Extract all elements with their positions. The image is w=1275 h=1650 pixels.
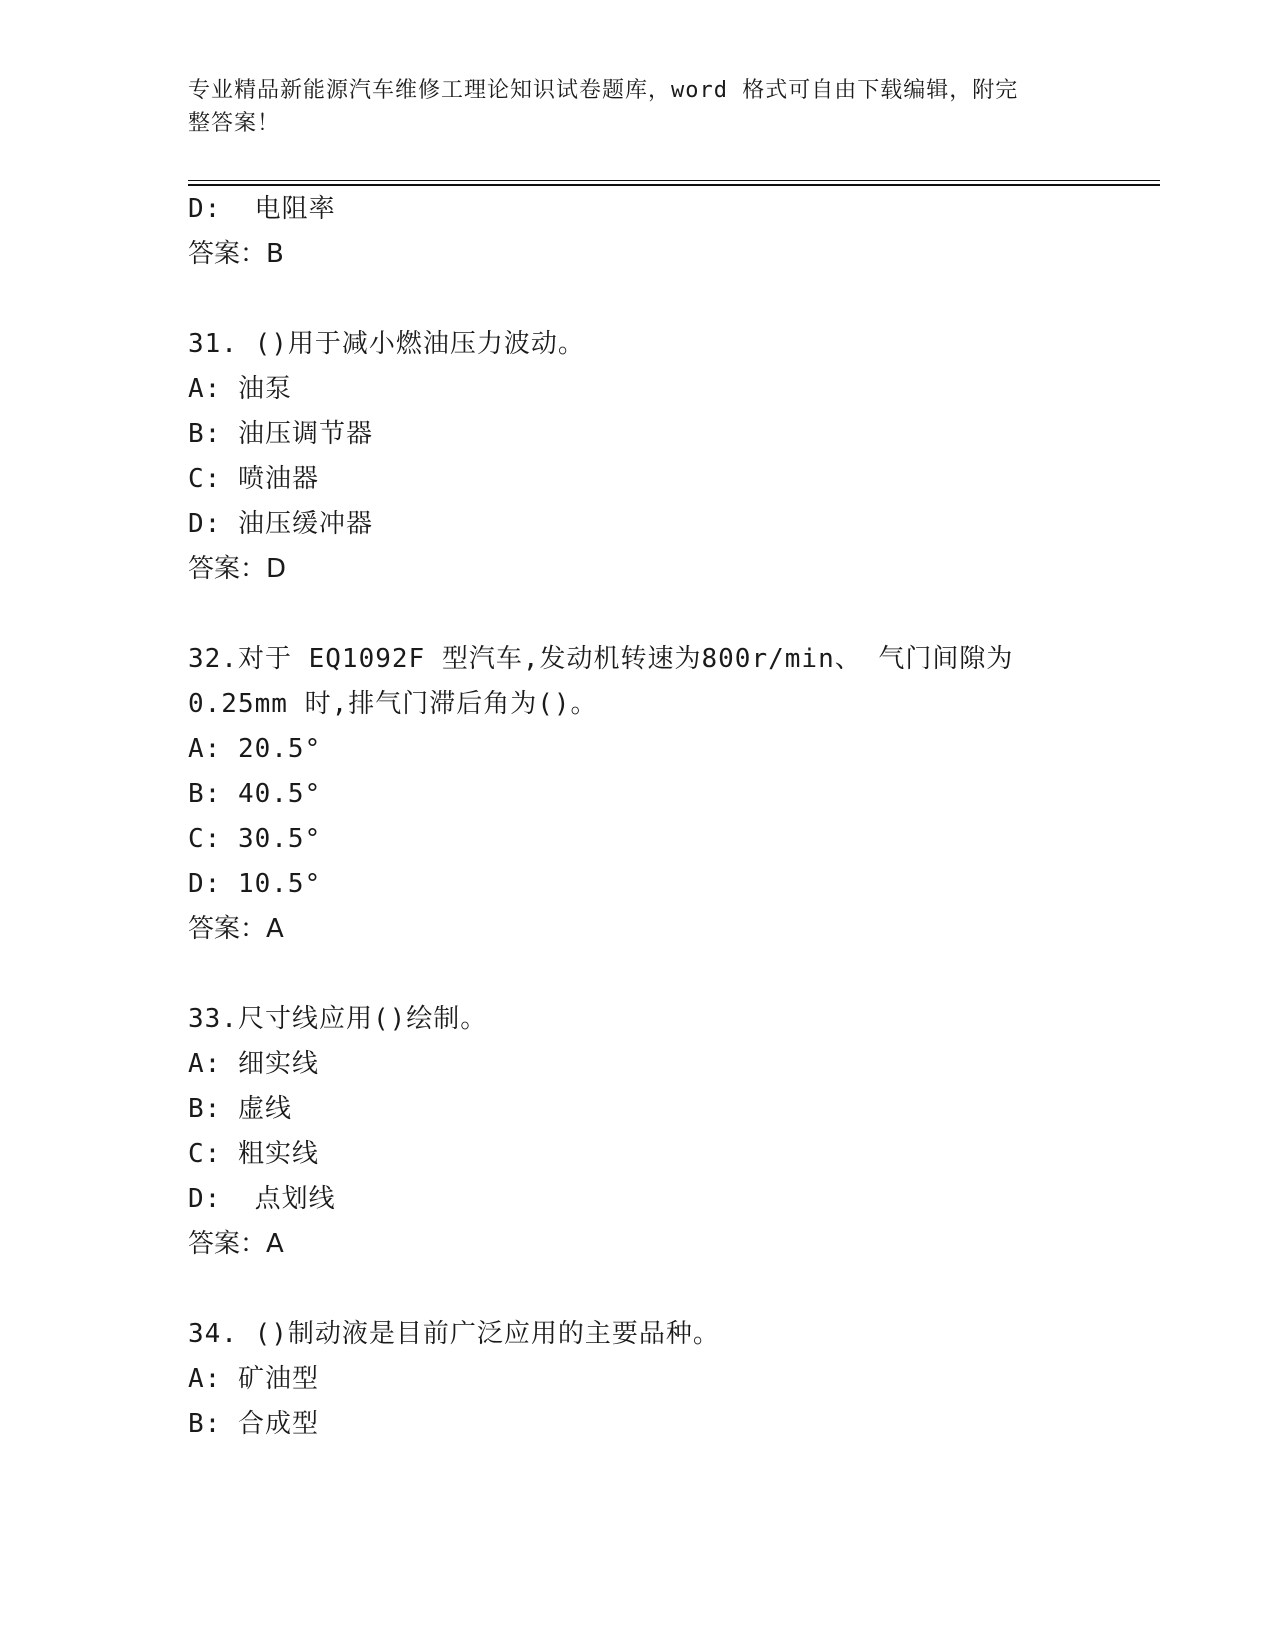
option-d-q31: D: 油压缓冲器	[188, 509, 373, 539]
question-31: 31. ()用于减小燃油压力波动。	[188, 329, 585, 359]
option-b-q34: B: 合成型	[188, 1409, 319, 1439]
document-header	[188, 74, 1068, 140]
option-d-q32: D: 10.5°	[188, 869, 322, 899]
header-divider-top	[188, 180, 1160, 181]
header-line-2: 整答案！	[188, 111, 281, 136]
option-c-q33: C: 粗实线	[188, 1139, 319, 1169]
answer-q32: 答案：A	[188, 914, 284, 944]
question-33: 33.尺寸线应用()绘制。	[188, 1004, 488, 1034]
option-a-q32: A: 20.5°	[188, 734, 322, 764]
answer-q30: 答案：B	[188, 239, 284, 269]
question-34: 34. ()制动液是目前广泛应用的主要品种。	[188, 1319, 720, 1349]
header-divider-bottom	[188, 184, 1160, 186]
option-b-q31: B: 油压调节器	[188, 419, 373, 449]
option-d-q30: D: 电阻率	[188, 194, 336, 224]
option-a-q33: A: 细实线	[188, 1049, 319, 1079]
option-a-q31: A: 油泵	[188, 374, 292, 404]
option-c-q32: C: 30.5°	[188, 824, 322, 854]
answer-q33: 答案：A	[188, 1229, 284, 1259]
answer-q31: 答案：D	[188, 554, 287, 584]
option-a-q34: A: 矿油型	[188, 1364, 319, 1394]
question-32-line-1: 32.对于 EQ1092F 型汽车,发动机转速为800r/min、 气门间隙为	[188, 644, 1014, 674]
question-32-line-2: 0.25mm 时,排气门滞后角为()。	[188, 689, 598, 719]
option-d-q33: D: 点划线	[188, 1184, 336, 1214]
option-b-q33: B: 虚线	[188, 1094, 292, 1124]
header-line-1: 专业精品新能源汽车维修工理论知识试卷题库，word 格式可自由下载编辑，附完	[188, 78, 1019, 103]
option-c-q31: C: 喷油器	[188, 464, 319, 494]
option-b-q32: B: 40.5°	[188, 779, 322, 809]
